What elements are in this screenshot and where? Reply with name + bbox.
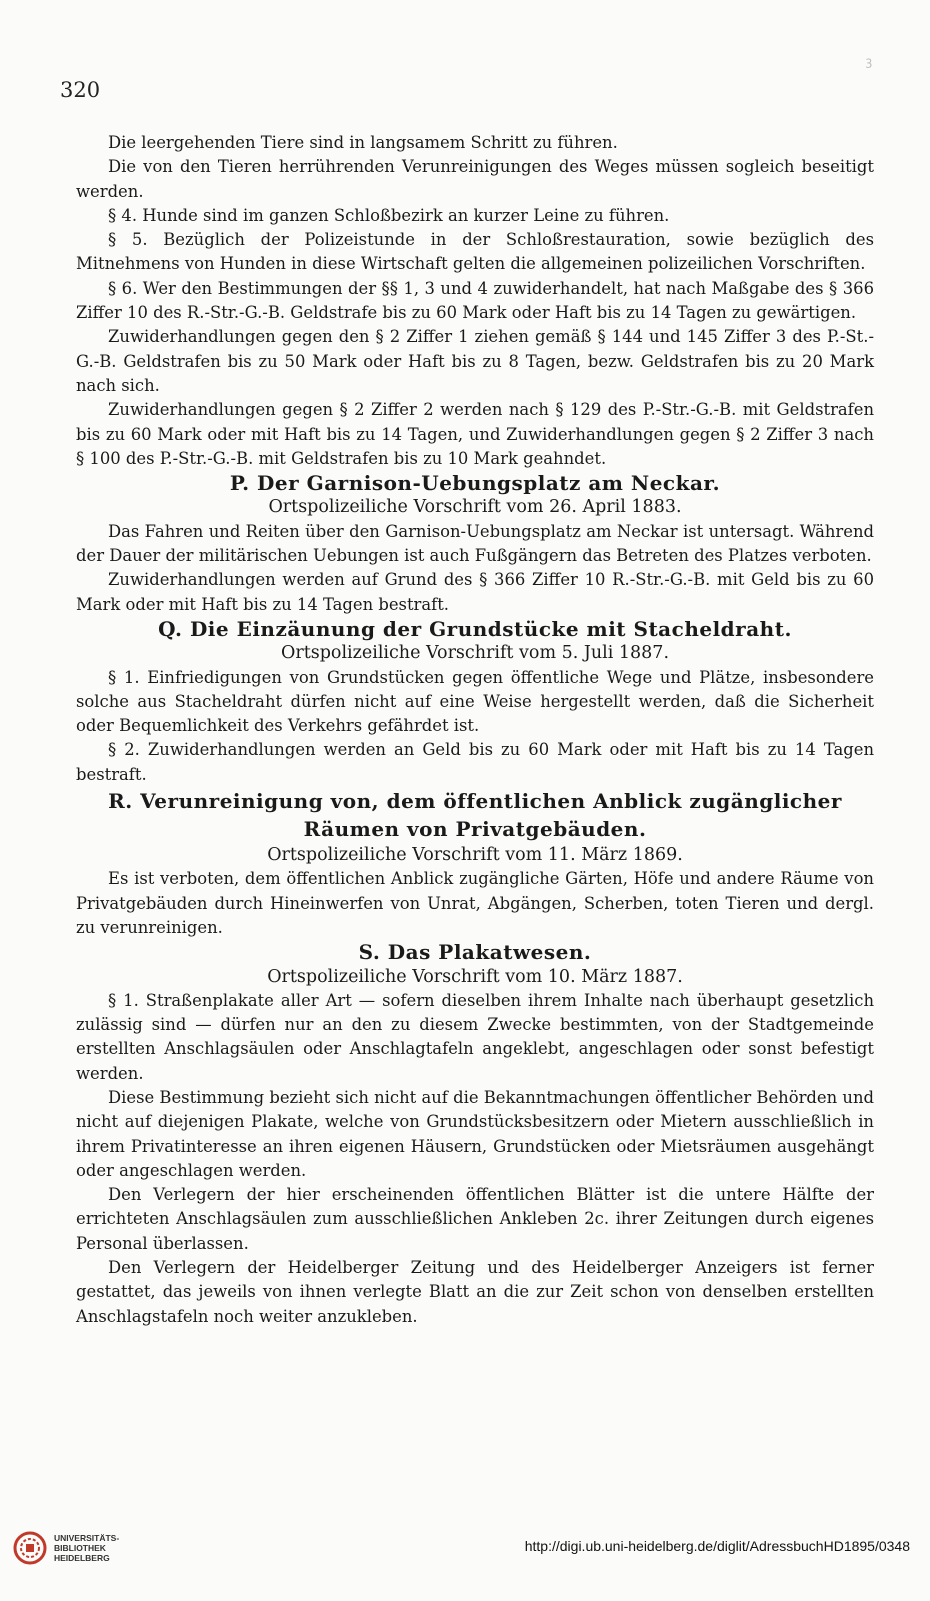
logo-line: UNIVERSITÄTS- [54,1533,120,1543]
paragraph: § 5. Bezüglich der Polizeistunde in der Schloßrestauration, sowie bezüglich des Mitnehmens von Hunden in diese Wirtschaft gelten die allgemeinen polizeilichen Vorschriften. [76,230,874,274]
section-heading-r [76,787,874,843]
paragraph: § 4. Hunde sind im ganzen Schloßbezirk an kurzer Leine zu führen. [108,205,670,225]
paragraph: Es ist verboten, dem öffentlichen Anblick zugängliche Gärten, Höfe und andere Räume von Privatgebäuden durch Hineinwerfen von Unrat, Abgängen, Scherben, toten Tieren und dergl. zu verunreinigen. [76,869,874,937]
source-url-link[interactable]: http://digi.ub.uni-heidelberg.de/diglit/AdressbuchHD1895/0348 [524,1538,910,1554]
page-number: 320 [60,78,101,102]
paragraph: Den Verlegern der Heidelberger Zeitung und des Heidelberger Anzeigers ist ferner gestattet, das jeweils von ihnen verlegte Blatt an die zur Zeit schon von denselben erstellten Anschlagstafeln noch weiter anzukleben. [76,1258,874,1326]
paragraph: Zuwiderhandlungen gegen § 2 Ziffer 2 werden nach § 129 des P.-Str.-G.-B. mit Geldstrafen bis zu 60 Mark oder mit Haft bis zu 14 Tagen, und Zuwiderhandlungen gegen § 2 Ziffer 3 nach § 100 des P.-Str.-G.-B. mit Geldstrafen bis zu 10 Mark geahndet. [76,400,874,468]
section-heading-s: S. Das Plakatwesen. [358,940,592,965]
library-logo [12,1528,119,1568]
section-heading-p: P. Der Garnison-Uebungsplatz am Neckar. [229,471,721,496]
corner-mark: ꝫ [865,54,872,68]
library-logo-icon [12,1528,48,1568]
section-heading-r-line2: Räumen von Privatgebäuden. [303,817,647,842]
paragraph: § 2. Zuwiderhandlungen werden an Geld bis zu 60 Mark oder mit Haft bis zu 14 Tagen bestraft. [76,740,874,784]
footer [0,1512,930,1601]
paragraph: Die von den Tieren herrührenden Verunreinigungen des Weges müssen sogleich beseitigt werden. [76,157,874,201]
library-logo-text [54,1533,119,1563]
section-subheading-p: Ortspolizeiliche Vorschrift vom 26. April 1883. [268,497,682,518]
body-text [76,131,874,1329]
paragraph: Das Fahren und Reiten über den Garnison-Uebungsplatz am Neckar ist untersagt. Während der Dauer der militärischen Uebungen ist auch Fußgängern das Betreten des Platzes verboten. [76,521,874,566]
logo-line: BIBLIOTHEK [54,1543,106,1553]
section-heading-r-line1: R. Verunreinigung von, dem öffentlichen Anblick zugänglicher [108,789,842,814]
section-subheading-r: Ortspolizeiliche Vorschrift vom 11. März 1869. [267,845,683,866]
paragraph: § 6. Wer den Bestimmungen der §§ 1, 3 und 4 zuwiderhandelt, hat nach Maßgabe des § 366 Ziffer 10 des R.-Str.-G.-B. Geldstrafe bis zu 60 Mark oder Haft bis zu 14 Tagen zu gewärtigen. [76,278,874,323]
paragraph: § 1. Einfriedigungen von Grundstücken gegen öffentliche Wege und Plätze, insbesondere solche aus Stacheldraht dürfen nicht auf eine Weise hergestellt werden, daß die Sicherheit oder Bequemlichkeit des Verkehrs gefährdet ist. [76,667,874,736]
logo-line: HEIDELBERG [54,1553,110,1563]
paragraph: Diese Bestimmung bezieht sich nicht auf die Bekanntmachungen öffentlicher Behörden und nicht auf diejenigen Plakate, welche von Grundstücksbesitzern oder Mietern ausschließlich in ihrem Privatinteresse an ihren eigenen Häusern, Grundstücken oder Mietsräumen ausgehängt oder angeschlagen werden. [76,1087,874,1180]
paragraph: § 1. Straßenplakate aller Art — sofern dieselben ihrem Inhalte nach überhaupt gesetzlich zulässig sind — dürfen nur an den zu diesem Zwecke bestimmten, von der Stadtgemeinde erstellten Anschlagsäulen oder Anschlagtafeln angeklebt, angeschlagen oder sonst befestigt werden. [76,990,874,1083]
paragraph: Die leergehenden Tiere sind in langsamem Schritt zu führen. [108,133,618,152]
paragraph: Den Verlegern der hier erscheinenden öffentlichen Blätter ist die untere Hälfte der errichteten Anschlagsäulen zum ausschließlichen Ankleben 2c. ihrer Zeitungen durch eigenes Personal überlassen. [76,1185,874,1253]
paragraph: Zuwiderhandlungen gegen den § 2 Ziffer 1 ziehen gemäß § 144 und 145 Ziffer 3 des P.-St.-G.-B. Geldstrafen bis zu 50 Mark oder Haft bis zu 8 Tagen, bezw. Geldstrafen bis zu 20 Mark nach sich. [76,327,874,395]
section-heading-q: Q. Die Einzäunung der Grundstücke mit Stacheldraht. [158,616,792,641]
section-subheading-q: Ortspolizeiliche Vorschrift vom 5. Juli 1887. [280,643,670,664]
paragraph: Zuwiderhandlungen werden auf Grund des § 366 Ziffer 10 R.-Str.-G.-B. mit Geld bis zu 60 Mark oder mit Haft bis zu 14 Tagen bestraft. [76,570,874,614]
section-subheading-s: Ortspolizeiliche Vorschrift vom 10. März 1887. [267,966,683,987]
